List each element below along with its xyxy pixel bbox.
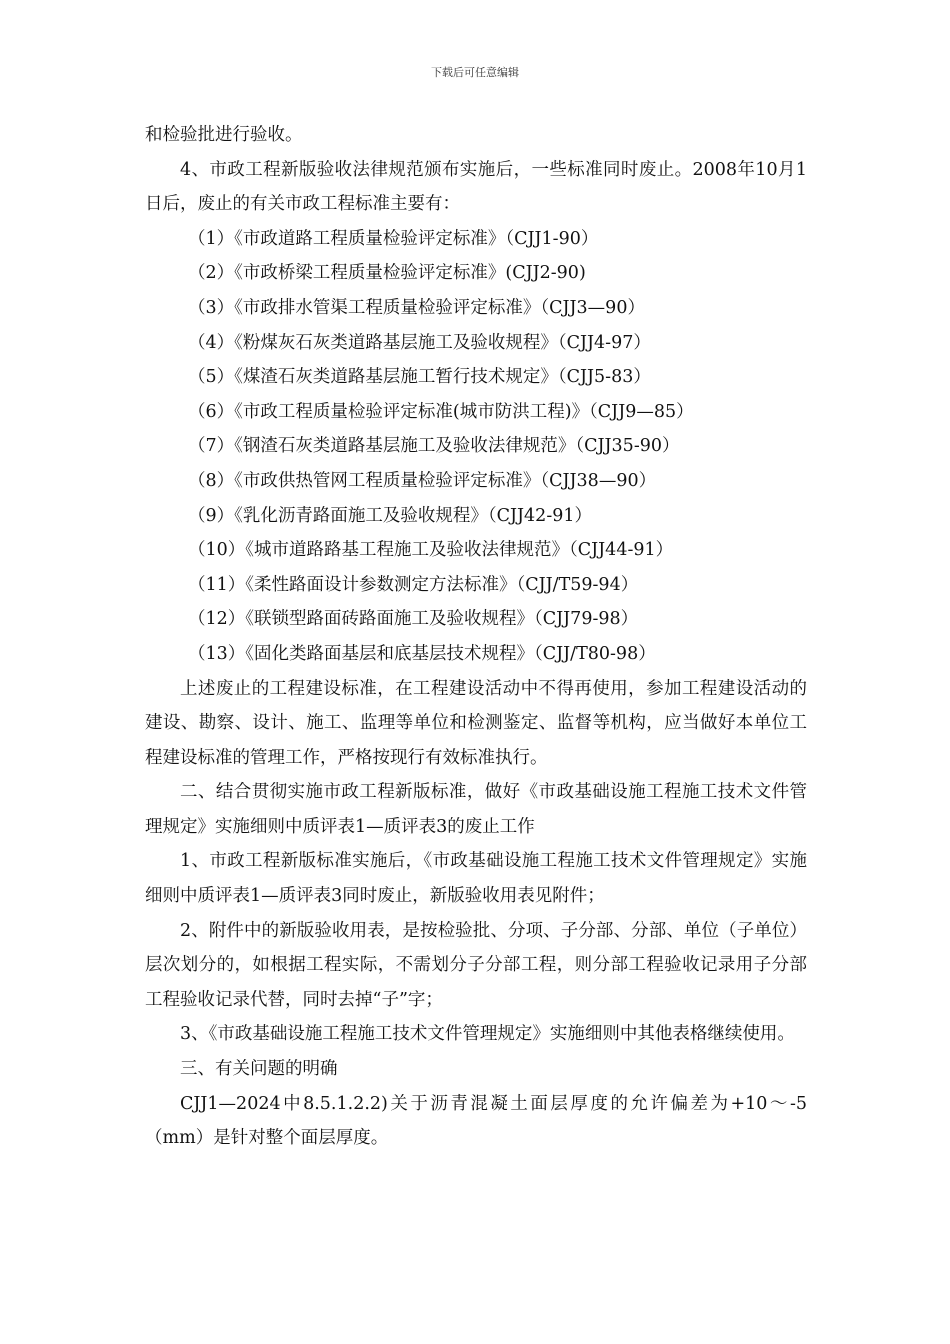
page-header: 下载后可任意编辑 [431,66,519,79]
list-item: （12）《联锁型路面砖路面施工及验收规程》（CJJ79-98） [188,609,639,630]
list-item: （2）《市政桥梁工程质量检验评定标准》(CJJ2-90) [188,263,586,284]
list-item: （7）《钢渣石灰类道路基层施工及验收法律规范》（CJJ35-90） [188,436,680,457]
list-item: （1）《市政道路工程质量检验评定标准》（CJJ1-90） [188,228,599,249]
section-heading-2: 二、结合贯彻实施市政工程新版标准，做好《市政基础设施工程施工技术文件管理规定》实施细则中质评表1—质评表3的废止工作 [145,782,807,837]
list-item: （4）《粉煤灰石灰类道路基层施工及验收规程》（CJJ4-97） [188,332,651,353]
list-item: （3）《市政排水管渠工程质量检验评定标准》（CJJ3—90） [188,297,645,318]
list-item: （13）《固化类路面基层和底基层技术规程》（CJJ/T80-98） [188,643,656,664]
paragraph-item-1: 1、市政工程新版标准实施后，《市政基础设施工程施工技术文件管理规定》实施细则中质评表1—质评表3同时废止，新版验收用表见附件； [145,851,807,907]
list-item: （10）《城市道路路基工程施工及验收法律规范》（CJJ44-91） [188,540,674,561]
list-item: （9）《乳化沥青路面施工及验收规程》（CJJ42-91） [188,505,593,526]
abolished-standards-list [145,222,807,672]
paragraph-abolished-intro: 4、市政工程新版验收法律规范颁布实施后，一些标准同时废止。2008年10月1日后，废止的有关市政工程标准主要有： [145,159,807,215]
list-item: （8）《市政供热管网工程质量检验评定标准》（CJJ38—90） [188,470,657,491]
paragraph-usage-note: 上述废止的工程建设标准，在工程建设活动中不得再使用，参加工程建设活动的建设、勘察、设计、施工、监理等单位和检测鉴定、监督等机构，应当做好本单位工程建设标准的管理工作，严格按现行有效标准执行。 [145,678,807,768]
list-item: （6）《市政工程质量检验评定标准(城市防洪工程)》（CJJ9—85） [188,401,694,422]
list-item: （5）《煤渣石灰类道路基层施工暂行技术规定》（CJJ5-83） [188,367,651,388]
paragraph-item-3: 3、《市政基础设施工程施工技术文件管理规定》实施细则中其他表格继续使用。 [180,1024,795,1045]
paragraph-item-2: 2、附件中的新版验收用表，是按检验批、分项、子分部、分部、单位（子单位）层次划分的，如根据工程实际，不需划分子分部工程，则分部工程验收记录用子分部工程验收记录代替，同时去掉“子”字； [145,920,807,1010]
paragraph-clarification: CJJ1—2024中8.5.1.2.2)关于沥青混凝土面层厚度的允许偏差为+10～-5（mm）是针对整个面层厚度。 [145,1093,807,1149]
section-heading-3: 三、有关问题的明确 [180,1059,338,1080]
list-item: （11）《柔性路面设计参数测定方法标准》（CJJ/T59-94） [188,574,639,595]
document-body [145,118,807,1156]
paragraph-continuation: 和检验批进行验收。 [145,125,303,145]
